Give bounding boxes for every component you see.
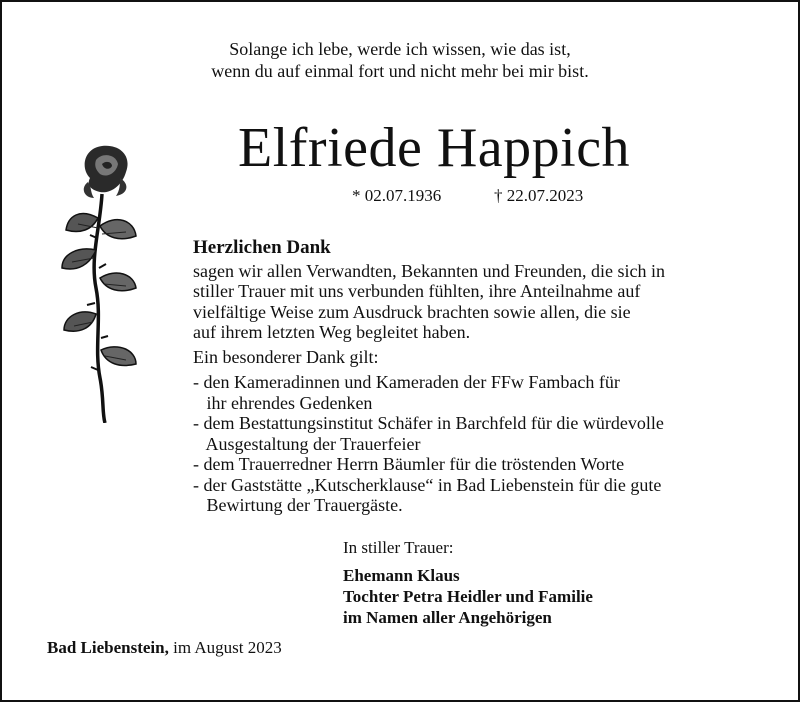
mourner-line: Ehemann Klaus (343, 566, 460, 585)
mourner-line: im Namen aller Angehörigen (343, 608, 552, 627)
list-item: - dem Trauerredner Herrn Bäumler für die tröstenden Worte (193, 454, 625, 474)
deceased-name: Elfriede Happich (238, 117, 631, 179)
poem (0, 38, 800, 82)
paragraph-line: stiller Trauer mit uns verbunden fühlten, ihre Anteilnahme auf (193, 281, 641, 301)
special-thanks-list (193, 372, 753, 516)
mourning-label: In stiller Trauer: (343, 538, 454, 557)
list-item: Bewirtung der Trauergäste. (193, 495, 403, 515)
list-item: - dem Bestattungsinstitut Schäfer in Barchfeld für die würdevolle (193, 413, 664, 433)
footer-place: Bad Liebenstein, (47, 638, 169, 657)
poem-line: Solange ich lebe, werde ich wissen, wie das ist, (229, 39, 571, 59)
place-date (47, 638, 282, 658)
death-date: † 22.07.2023 (494, 186, 584, 205)
poem-line: wenn du auf einmal fort und nicht mehr bei mir bist. (211, 61, 589, 81)
thanks-paragraph (193, 261, 753, 343)
list-item: - der Gaststätte „Kutscherklause“ in Bad Liebenstein für die gute (193, 474, 662, 495)
list-item: ihr ehrendes Gedenken (193, 392, 373, 413)
mourner-line: Tochter Petra Heidler und Familie (343, 587, 593, 606)
birth-date: * 02.07.1936 (352, 186, 442, 205)
list-item: Ausgestaltung der Trauerfeier (193, 433, 421, 454)
thanks-heading: Herzlichen Dank (193, 237, 331, 258)
mourners-block (343, 537, 593, 628)
thanks-section (193, 238, 753, 516)
paragraph-line: vielfältige Weise zum Ausdruck brachten sowie allen, die sie (193, 301, 631, 322)
rose-icon (50, 138, 160, 423)
special-thanks-intro: Ein besonderer Dank gilt: (193, 346, 379, 367)
paragraph-line: sagen wir allen Verwandten, Bekannten und Freunden, die sich in (193, 260, 666, 281)
paragraph-line: auf ihrem letzten Weg begleitet haben. (193, 322, 471, 342)
list-item: - den Kameradinnen und Kameraden der FFw Fambach für (193, 372, 620, 392)
footer-date: im August 2023 (173, 638, 282, 657)
